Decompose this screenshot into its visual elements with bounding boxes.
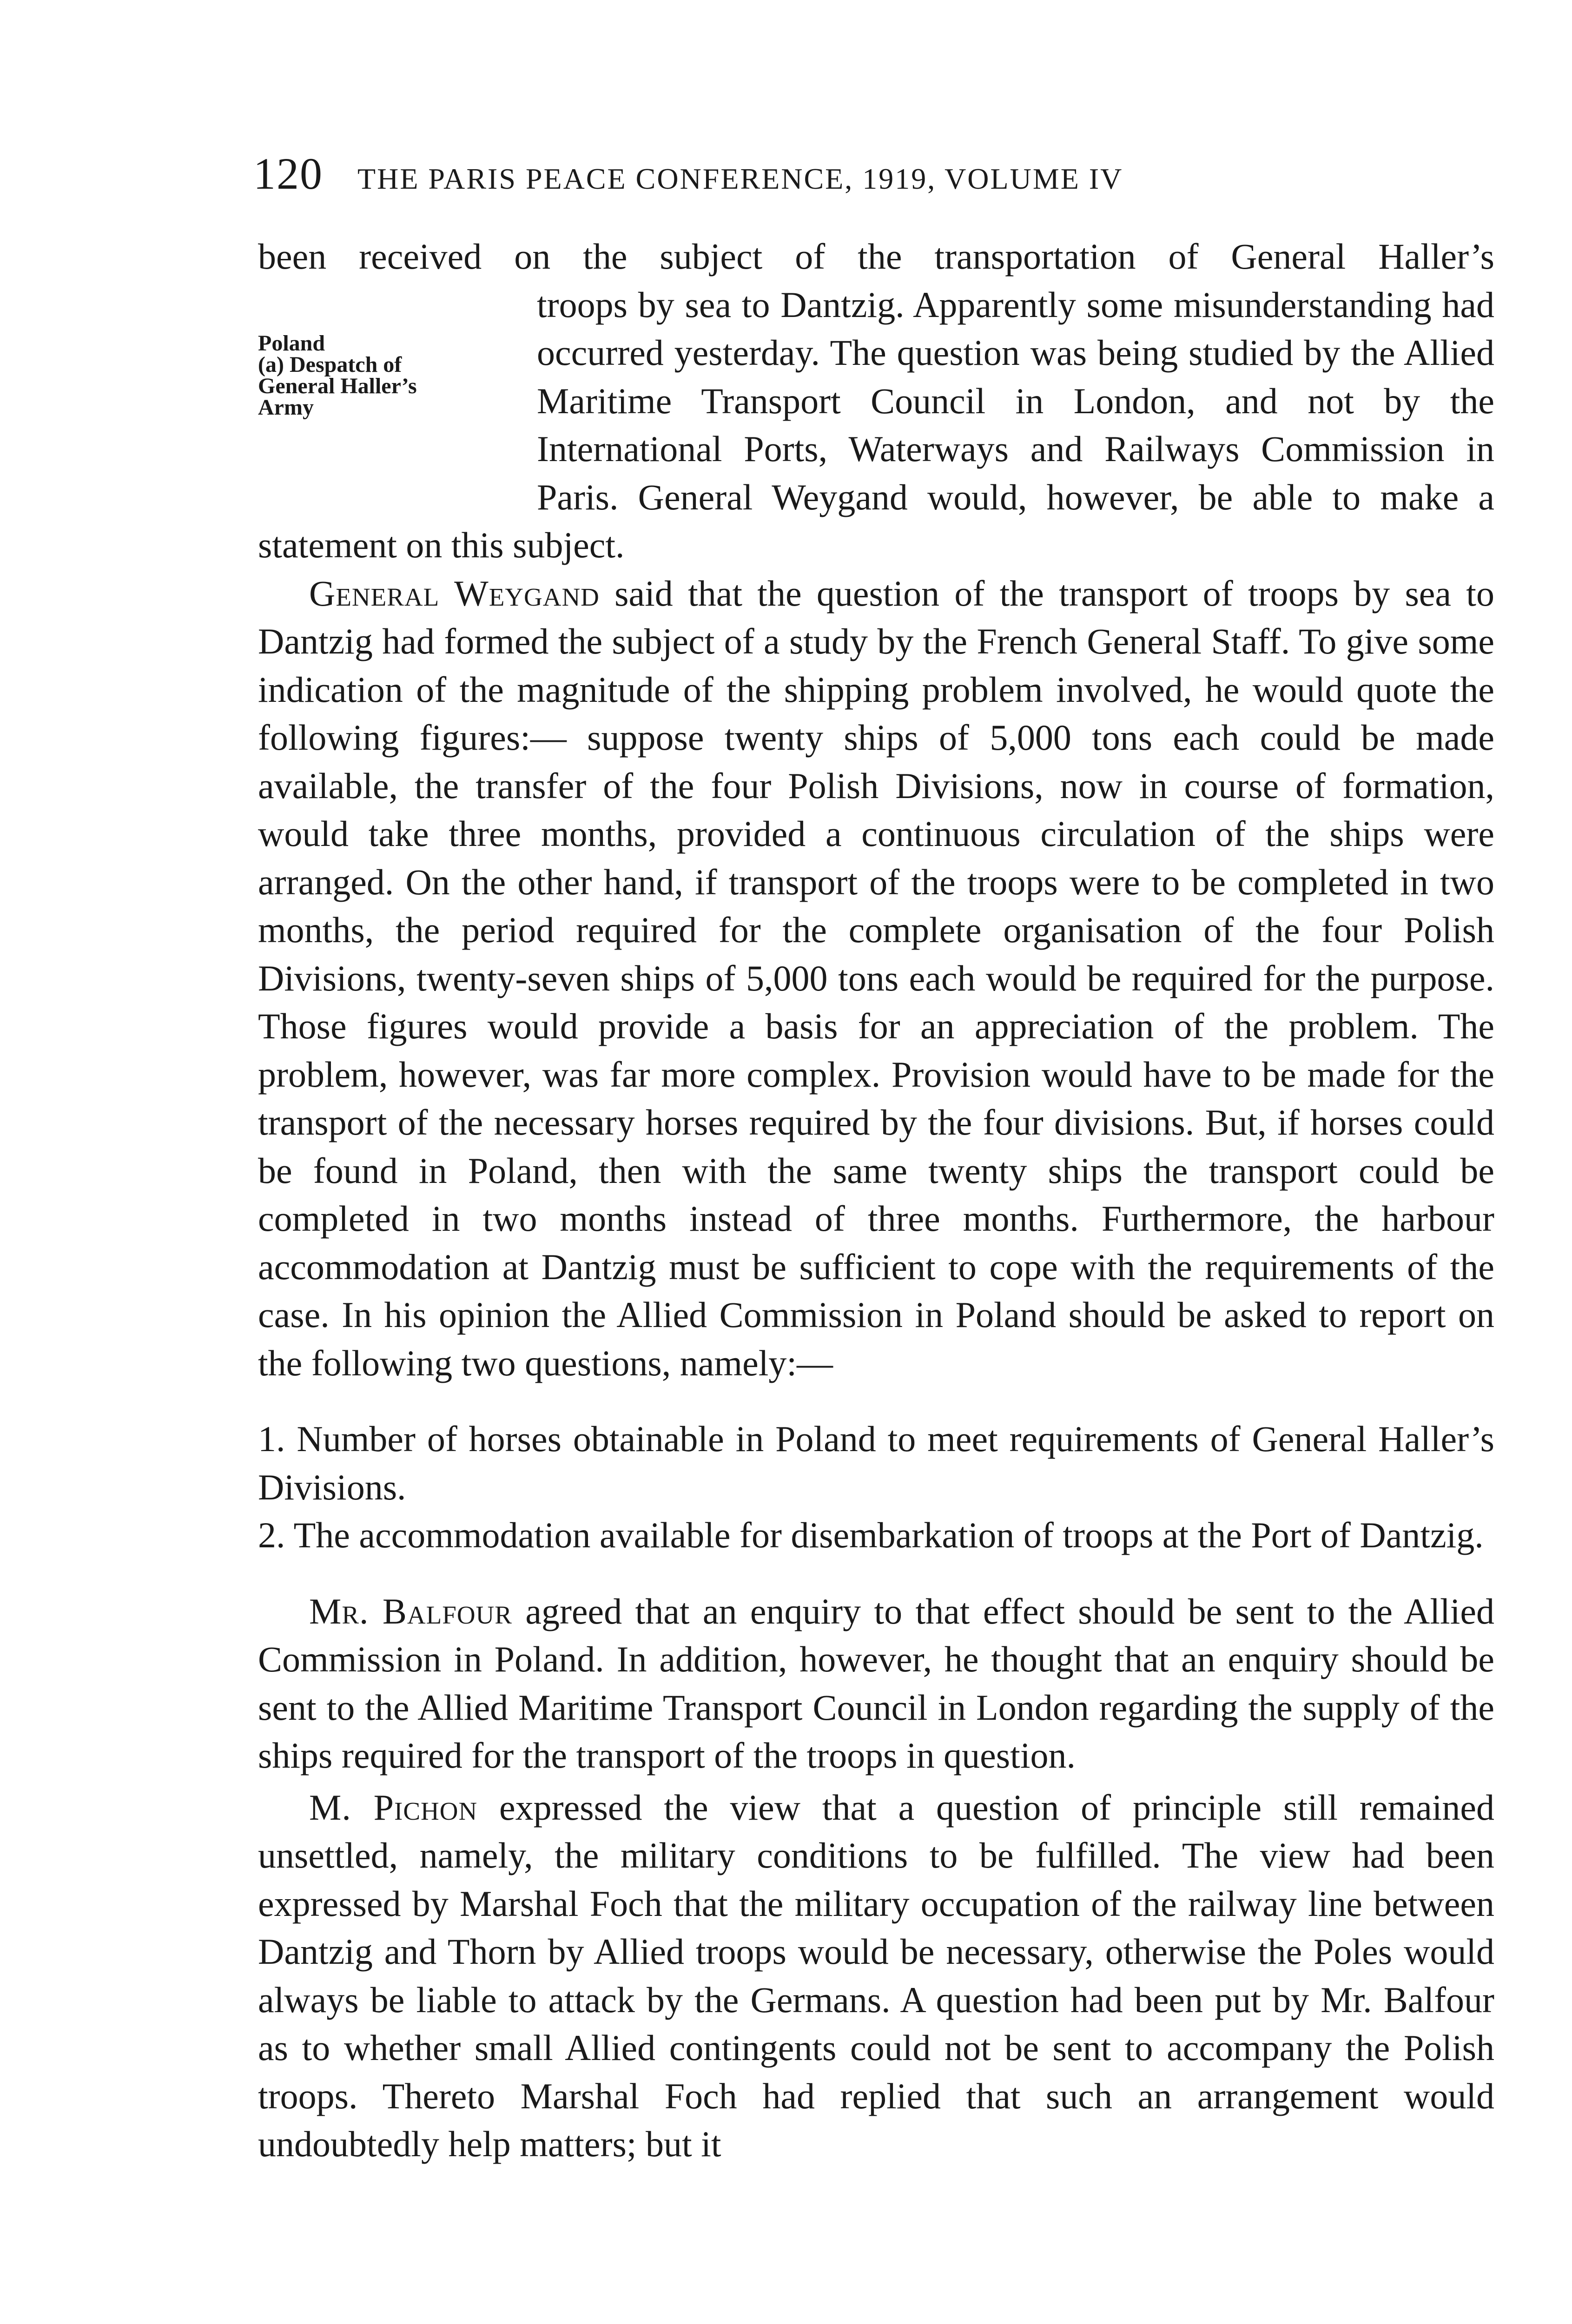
margin-note-line: (a) Despatch of [258, 352, 402, 377]
paragraph-weygand [258, 569, 1494, 1387]
spacer [258, 1559, 1494, 1587]
paragraph-text: agreed that an enquiry to that effect should be sent to the Allied Commission in Poland. In addition, however, he thought that an enquiry should be sent to the Allied Maritime Transport Council in London regarding the supply of the ships required for the transport of the troops in question. [258, 1591, 1494, 1776]
paragraph-continuation-lead: been received on the subject of the transportation of General Haller’s [258, 236, 1494, 277]
margin-note-line: General Haller’s [258, 373, 417, 398]
running-header [253, 148, 1499, 199]
spacer [258, 1387, 1494, 1415]
margin-note-line: Army [258, 395, 314, 420]
speaker-name: General Weygand [309, 573, 600, 614]
paragraph-text: said that the question of the transport of troops by sea to Dantzig had formed the subject of a study by the French General Staff. To give some indication of the magnitude of the shipping problem involved, he would quote the following figures:— suppose twenty ships of 5,000 tons each could be made available, the transfer of the four Polish Divisions, now in course of formation, would take three months, provided a continuous circulation of the ships were arranged. On the other hand, if transport of the troops were to be completed in two months, the period required for the complete organisation of the four Polish Divisions, twenty-seven ships of 5,000 tons each would be required for the purpose. Those figures would provide a basis for an appreciation of the problem. The problem, however, was far more complex. Provision would have to be made for the transport of the necessary horses required by the four divisions. But, if horses could be found in Poland, then with the same twenty ships the transport could be completed in two months instead of three months. Furthermore, the harbour accommodation at Dantzig must be sufficient to cope with the requirements of the case. In his opinion the Allied Commission in Poland should be asked to report on the following two questions, namely:— [258, 573, 1494, 1383]
speaker-name: Mr. Balfour [309, 1591, 512, 1631]
list-item: 1. Number of horses obtainable in Poland to meet requirements of General Haller’s Divisions. [258, 1419, 1494, 1507]
paragraph-text: expressed the view that a question of principle still remained unsettled, namely, the military conditions to be fulfilled. The view had been expressed by Marshal Foch that the military occupation of the railway line between Dantzig and Thorn by Allied troops would be necessary, otherwise the Poles would always be liable to attack by the Germans. A question had been put by Mr. Balfour as to whether small Allied contingents could not be sent to accompany the Polish troops. Thereto Marshal Foch had replied that such an arrangement would undoubtedly help matters; but it [258, 1787, 1494, 2164]
paragraph-text: troops by sea to Dantzig. Apparently some misunderstanding had occurred yesterday. The question was being studied by the Allied Maritime Transport Council in London, and not by the International Ports, Waterways and Railways Commission in Paris. General Weygand would, however, be able to make a statement on this subject. [258, 284, 1494, 565]
body-text [258, 232, 1494, 2168]
margin-note-line: Poland [258, 330, 325, 356]
list-item: 2. The accommodation available for disembarkation of troops at the Port of Dantzig. [258, 1515, 1484, 1555]
paragraph-continuation [258, 281, 1494, 569]
page-number: 120 [253, 149, 323, 198]
paragraph-balfour [258, 1587, 1494, 1780]
speaker-name: M. Pichon [309, 1787, 478, 1828]
paragraph-pichon [258, 1783, 1494, 2168]
running-title: THE PARIS PEACE CONFERENCE, 1919, VOLUME IV [357, 162, 1123, 195]
margin-note [258, 330, 514, 519]
